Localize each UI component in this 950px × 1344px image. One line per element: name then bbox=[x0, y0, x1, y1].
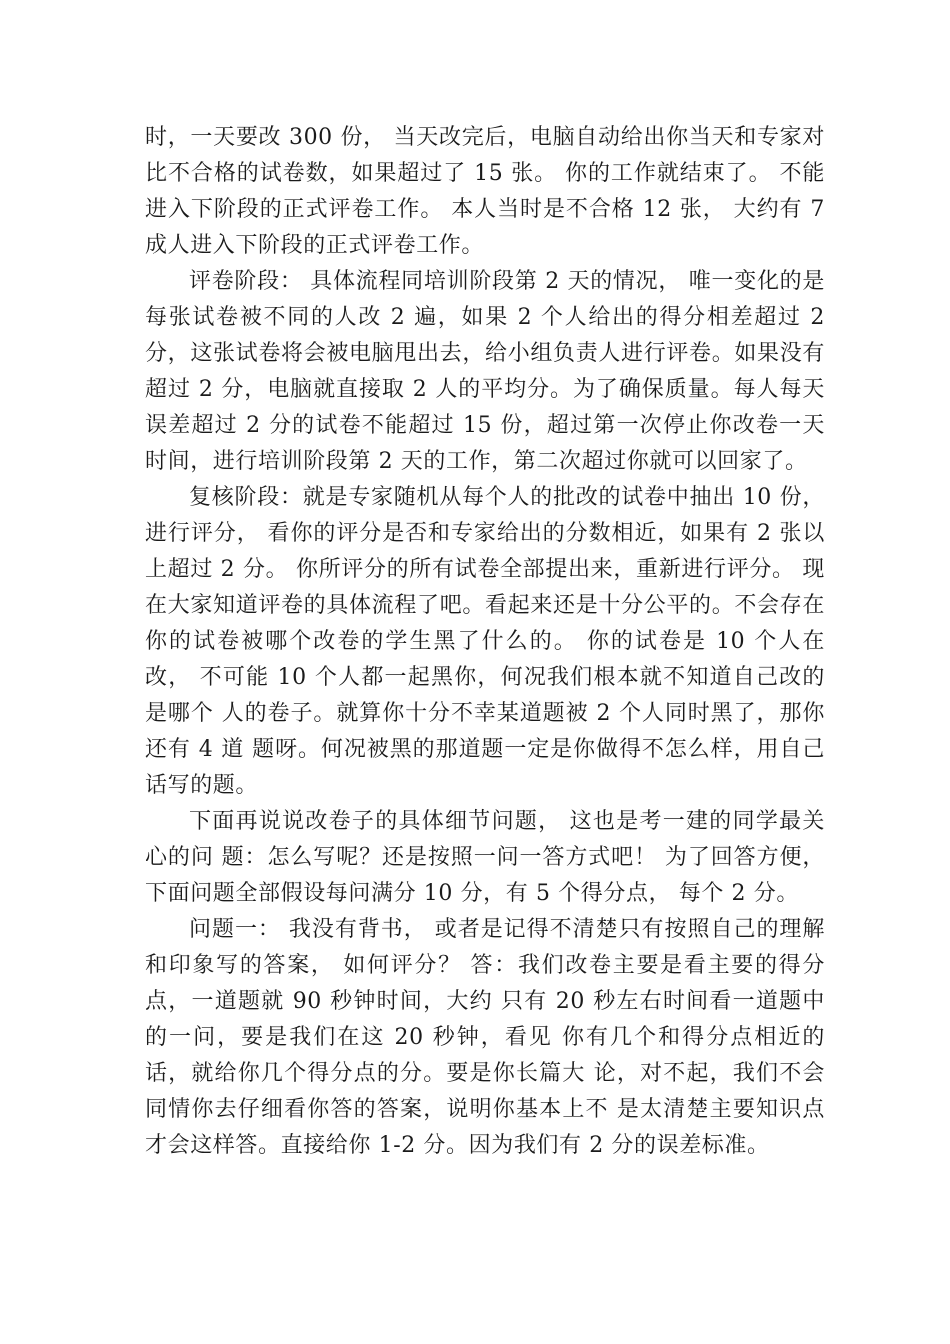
paragraph-5: 问题一： 我没有背书， 或者是记得不清楚只有按照自己的理解和印象写的答案， 如何评分？ 答：我们改卷主要是看主要的得分点，一道题就 90 秒钟时间，大约 只有 20 秒左右时间看一道题中的一问，要是我们在这 20 秒钟，看见 你有几个和得分点相近的话，就给你几个得分点的分。要是你长篇大 论，对不起，我们不会同情你去仔细看你答的答案，说明你基本上不 是太清楚主要知识点才会这样答。直接给你 1-2 分。因为我们有 2 分的误差标准。 bbox=[145, 917, 825, 1158]
paragraph-2: 评卷阶段： 具体流程同培训阶段第 2 天的情况， 唯一变化的是每张试卷被不同的人改 2 遍，如果 2 个人给出的得分相差超过 2 分，这张试卷将会被电脑甩出去，给小组负责人进行评卷。如果没有超过 2 分，电脑就直接取 2 人的平均分。为了确保质量。每人每天误差超过 2 分的试卷不能超过 15 份，超过第一次停止你改卷一天时间，进行培训阶段第 2 天的工作，第二次超过你就可以回家了。 bbox=[145, 269, 825, 474]
body-text bbox=[145, 120, 825, 1164]
paragraph-4: 下面再说说改卷子的具体细节问题， 这也是考一建的同学最关心的问 题：怎么写呢？还是按照一问一答方式吧！ 为了回答方便，下面问题全部假设每问满分 10 分，有 5 个得分点， 每个 2 分。 bbox=[145, 809, 825, 906]
paragraph-3: 复核阶段：就是专家随机从每个人的批改的试卷中抽出 10 份，进行评分， 看你的评分是否和专家给出的分数相近，如果有 2 张以上超过 2 分。 你所评分的所有试卷全部提出来，重新进行评分。 现在大家知道评卷的具体流程了吧。看起来还是十分公平的。不会存在你的试卷被哪个改卷的学生黑了什么的。 你的试卷是 10 个人在改， 不可能 10 个人都一起黑你，何况我们根本就不知道自己改的是哪个 人的卷子。就算你十分不幸某道题被 2 个人同时黑了，那你还有 4 道 题呀。何况被黑的那道题一定是你做得不怎么样，用自己话写的题。 bbox=[145, 485, 825, 798]
paragraph-1: 时，一天要改 300 份， 当天改完后，电脑自动给出你当天和专家对比不合格的试卷数，如果超过了 15 张。 你的工作就结束了。 不能进入下阶段的正式评卷工作。 本人当时是不合格 12 张， 大约有 7 成人进入下阶段的正式评卷工作。 bbox=[145, 125, 825, 258]
